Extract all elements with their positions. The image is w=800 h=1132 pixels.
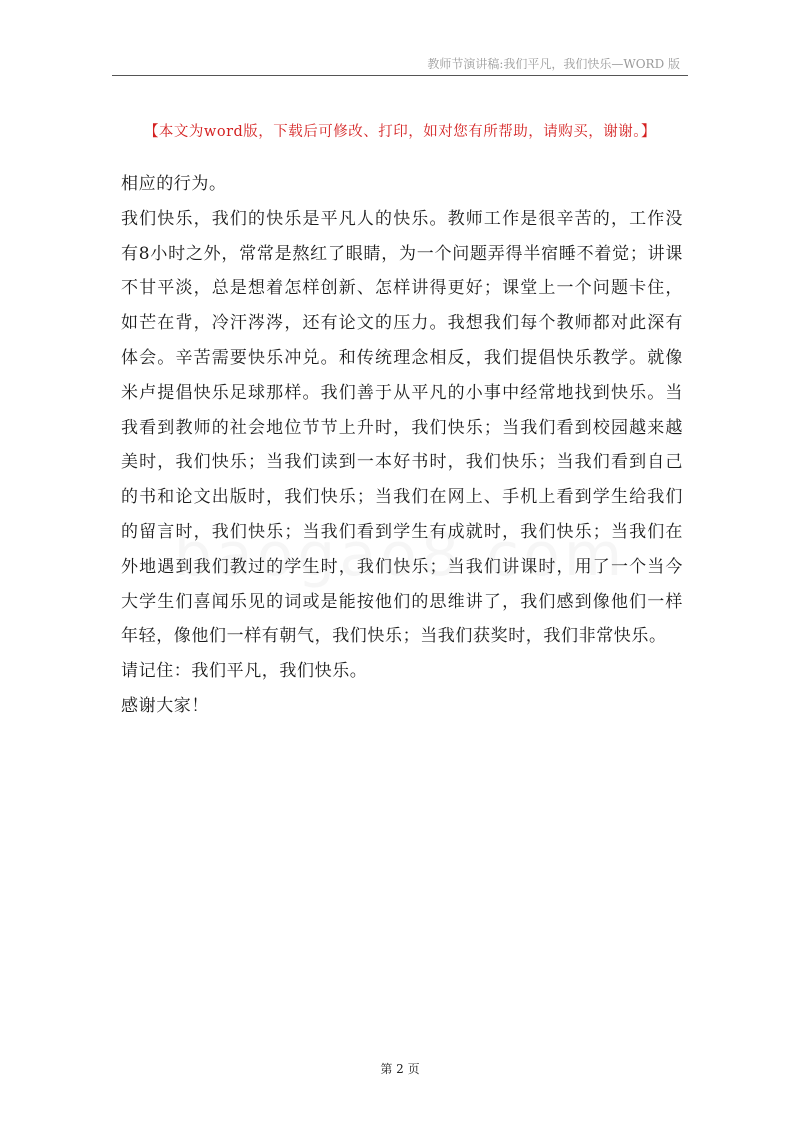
paragraph-remember: 请记住：我们平凡，我们快乐。 [121, 661, 368, 682]
document-body [121, 167, 683, 724]
header-divider [112, 75, 688, 76]
paragraph-thanks: 感谢大家！ [121, 695, 209, 716]
page-number: 第 2 页 [380, 1062, 420, 1076]
paragraph-main: 我们快乐，我们的快乐是平凡人的快乐。教师工作是很辛苦的，工作没有8小时之外，常常是熬红了眼睛，为一个问题弄得半宿睡不着觉；讲课不甘平淡，总是想着怎样创新、怎样讲得更好；课堂上一个问题卡住，如芒在背，冷汗涔涔，还有论文的压力。我想我们每个教师都对此深有体会。辛苦需要快乐冲兑。和传统理念相反，我们提倡快乐教学。就像米卢提倡快乐足球那样。我们善于从平凡的小事中经常地找到快乐。当我看到教师的社会地位节节上升时，我们快乐；当我们看到校园越来越美时，我们快乐；当我们读到一本好书时，我们快乐；当我们看到自己的书和论文出版时，我们快乐；当我们在网上、手机上看到学生给我们的留言时，我们快乐；当我们看到学生有成就时，我们快乐；当我们在外地遇到我们教过的学生时，我们快乐；当我们讲课时，用了一个当今大学生们喜闻乐见的词或是能按他们的思维讲了，我们感到像他们一样年轻，像他们一样有朝气，我们快乐；当我们获奖时，我们非常快乐。 [121, 208, 683, 647]
page-header-title: 教师节演讲稿:我们平凡，我们快乐—WORD 版 [427, 57, 680, 71]
paragraph-continuation: 相应的行为。 [121, 174, 227, 194]
purchase-notice: 【本文为word版，下载后可修改、打印，如对您有所帮助，请购买，谢谢。】 [143, 124, 657, 140]
